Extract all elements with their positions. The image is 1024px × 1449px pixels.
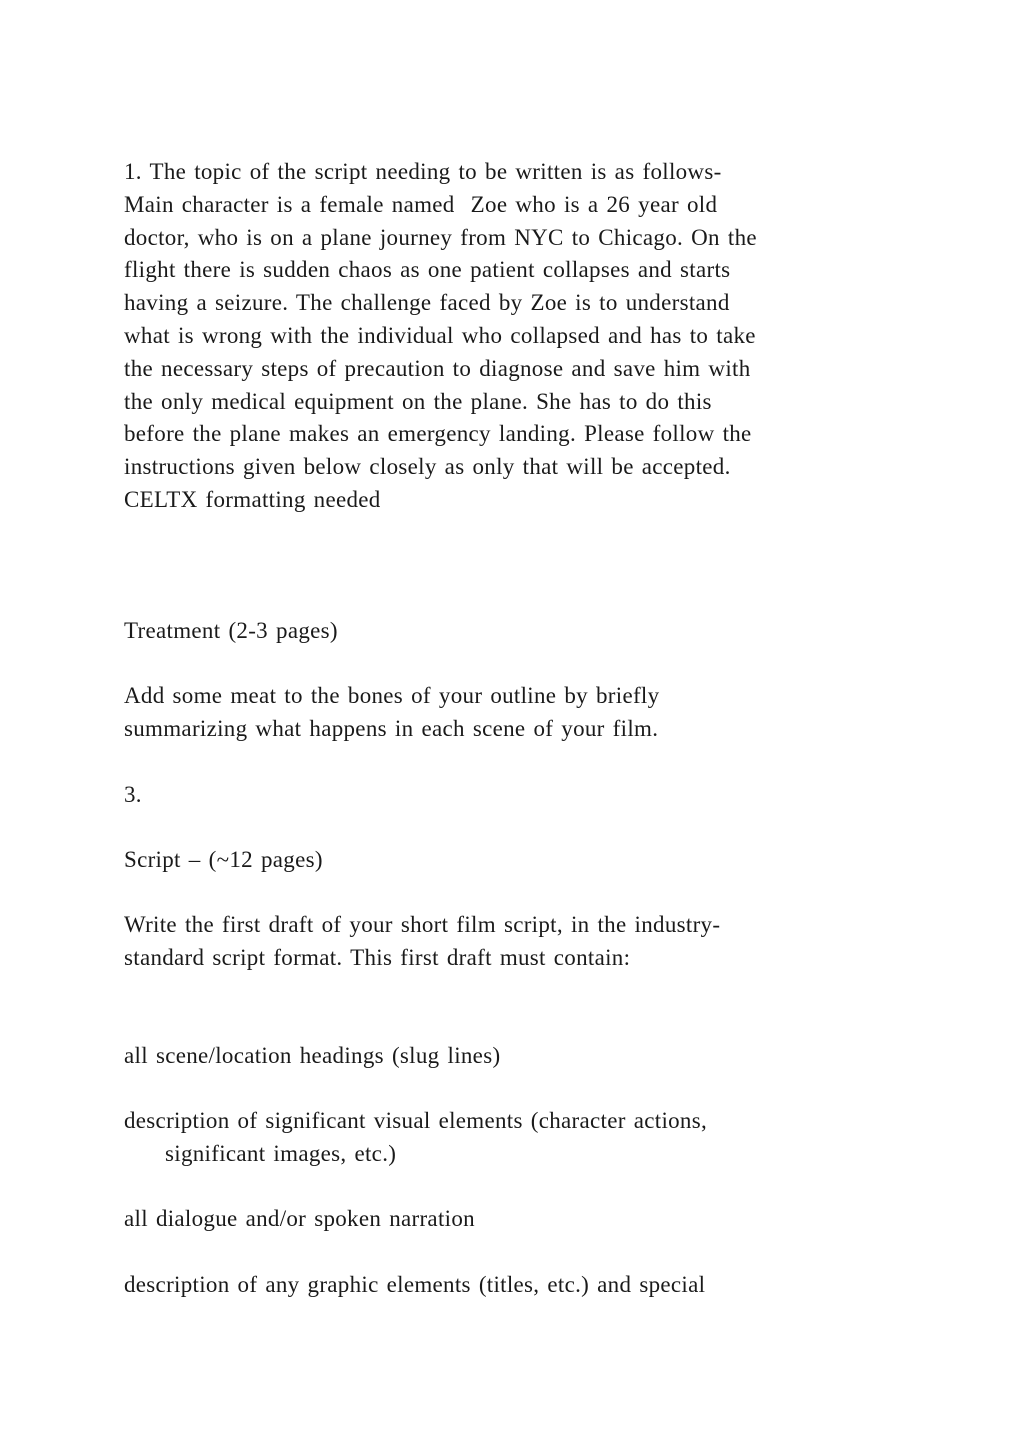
script-heading: Script – (~12 pages) [124, 847, 323, 872]
list-item-continuation: significant images, etc.) [165, 1141, 397, 1166]
paragraph-1-line: Main character is a female named Zoe who is a 26 year old [124, 192, 718, 217]
paragraph-1-line: flight there is sudden chaos as one patient collapses and starts [124, 257, 731, 282]
list-item: description of significant visual elements (character actions, [124, 1108, 708, 1133]
paragraph-1-line: what is wrong with the individual who collapsed and has to take [124, 323, 756, 348]
paragraph-1-line: 1. The topic of the script needing to be written is as follows- [124, 159, 722, 184]
script-body-line: Write the first draft of your short film script, in the industry- [124, 912, 721, 937]
list-item: all dialogue and/or spoken narration [124, 1206, 475, 1231]
treatment-body-line: summarizing what happens in each scene of your film. [124, 716, 659, 741]
paragraph-1-line: instructions given below closely as only that will be accepted. [124, 454, 731, 479]
treatment-body-line: Add some meat to the bones of your outline by briefly [124, 683, 660, 708]
list-item: description of any graphic elements (titles, etc.) and special [124, 1272, 706, 1297]
list-item: all scene/location headings (slug lines) [124, 1043, 501, 1068]
paragraph-1-line: the necessary steps of precaution to diagnose and save him with [124, 356, 751, 381]
paragraph-1-line: doctor, who is on a plane journey from NYC to Chicago. On the [124, 225, 757, 250]
paragraph-1-line: having a seizure. The challenge faced by Zoe is to understand [124, 290, 730, 315]
paragraph-1-line: CELTX formatting needed [124, 487, 381, 512]
section-number: 3. [124, 782, 142, 807]
paragraph-1-line: the only medical equipment on the plane. She has to do this [124, 389, 712, 414]
paragraph-1-line: before the plane makes an emergency landing. Please follow the [124, 421, 752, 446]
treatment-heading: Treatment (2-3 pages) [124, 618, 338, 643]
script-body-line: standard script format. This first draft must contain: [124, 945, 631, 970]
